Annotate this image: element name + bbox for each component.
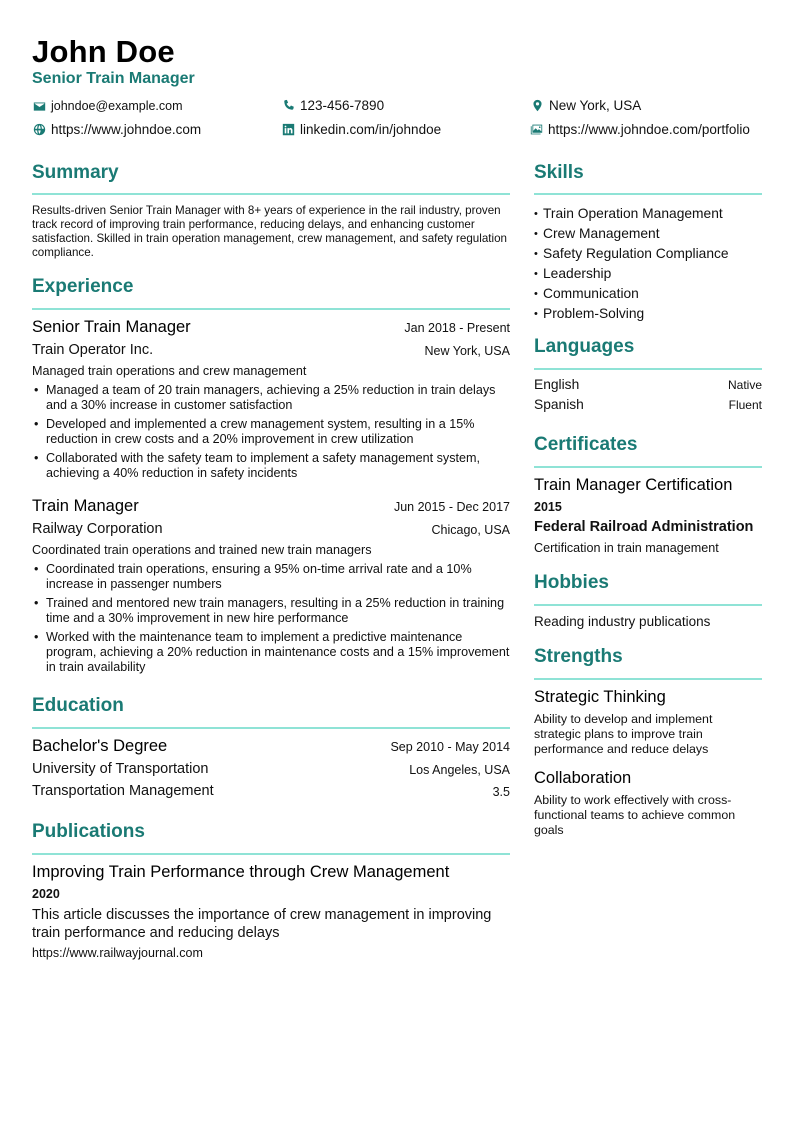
hobbies-heading: Hobbies	[534, 572, 609, 593]
job-location: Chicago, USA	[431, 523, 510, 537]
job-description: Managed train operations and crew management	[32, 364, 307, 378]
list-item: • Coordinated train operations, ensuring a 95% on-time arrival rate and a 10% increase in passenger numbers	[32, 562, 510, 592]
linkedin-icon	[281, 123, 295, 137]
gpa: 3.5	[492, 785, 510, 799]
job-location: New York, USA	[424, 344, 510, 358]
certificate-title: Train Manager Certification	[534, 476, 733, 494]
summary-divider	[32, 193, 510, 195]
skills-divider	[534, 193, 762, 195]
degree: Bachelor's Degree	[32, 737, 168, 755]
list-item: • Worked with the maintenance team to implement a predictive maintenance program, achieving a 20% reduction in maintenance costs and a 15% improvement in train availability	[32, 630, 510, 675]
strength-title: Strategic Thinking	[534, 688, 666, 706]
hobbies-divider	[534, 604, 762, 606]
contact-portfolio[interactable]	[529, 122, 750, 137]
contact-email[interactable]	[32, 99, 183, 113]
certificate-description: Certification in train management	[534, 541, 719, 555]
list-item: • Communication	[534, 284, 729, 304]
email-text: johndoe@example.com	[51, 99, 183, 113]
linkedin-link: linkedin.com/in/johndoe	[300, 122, 442, 137]
list-item: • Crew Management	[534, 224, 729, 244]
publication-title: Improving Train Performance through Crew Management	[32, 863, 450, 881]
candidate-title: Senior Train Manager	[32, 70, 195, 87]
list-item: • Safety Regulation Compliance	[534, 244, 729, 264]
experience-heading: Experience	[32, 276, 134, 297]
publications-divider	[32, 853, 510, 855]
list-item: • Leadership	[534, 264, 729, 284]
strength-description: Ability to develop and implement strategic plans to improve train performance and reduce delays	[534, 712, 713, 756]
publication-link[interactable]: https://www.railwayjournal.com	[32, 946, 203, 960]
job-company: Train Operator Inc.	[32, 342, 154, 358]
summary-heading: Summary	[32, 162, 119, 183]
language-name: Spanish	[534, 397, 584, 412]
envelope-icon	[32, 99, 46, 113]
publications-heading: Publications	[32, 821, 145, 842]
languages-heading: Languages	[534, 336, 635, 357]
job-description: Coordinated train operations and trained new train managers	[32, 543, 372, 557]
language-row	[534, 397, 762, 412]
skills-heading: Skills	[534, 162, 584, 183]
list-item: • Trained and mentored new train managers, resulting in a 25% reduction in training time and a 30% improvement in new hire performance	[32, 596, 510, 626]
job-title: Train Manager	[32, 497, 139, 515]
certificates-heading: Certificates	[534, 434, 638, 455]
job-title: Senior Train Manager	[32, 318, 191, 336]
publication-year: 2020	[32, 887, 60, 901]
certificate-issuer: Federal Railroad Administration	[534, 519, 754, 535]
field-of-study: Transportation Management	[32, 783, 214, 799]
language-level: Fluent	[728, 398, 762, 412]
contact-linkedin[interactable]	[281, 122, 441, 137]
education-divider	[32, 727, 510, 729]
website-link: https://www.johndoe.com	[51, 122, 202, 137]
summary-text: Results-driven Senior Train Manager with 8+ years of experience in the rail industry, proven track record of improving train performance, reducing delays, and enhancing customer satisfaction. Skilled in train operation management, crew management, and safety regulation compliance.	[32, 204, 507, 259]
portfolio-link: https://www.johndoe.com/portfolio	[548, 122, 750, 137]
candidate-name: John Doe	[32, 34, 175, 69]
language-name: English	[534, 377, 580, 392]
list-item: • Collaborated with the safety team to implement a safety management system, achieving a 40% reduction in safety incidents	[32, 451, 510, 481]
globe-icon	[32, 123, 46, 137]
certificates-divider	[534, 466, 762, 468]
hobby-item: Reading industry publications	[534, 614, 711, 629]
image-icon	[529, 123, 543, 137]
strengths-heading: Strengths	[534, 646, 623, 667]
education-heading: Education	[32, 695, 124, 716]
education-date: Sep 2010 - May 2014	[390, 740, 510, 754]
language-row	[534, 377, 762, 392]
languages-divider	[534, 368, 762, 370]
school: University of Transportation	[32, 761, 209, 777]
map-pin-icon	[530, 99, 544, 113]
job-bullets	[32, 562, 510, 679]
list-item: • Managed a team of 20 train managers, achieving a 25% reduction in train delays and a 30% increase in customer satisfaction	[32, 383, 510, 413]
strength-description: Ability to work effectively with cross-functional teams to achieve common goals	[534, 793, 736, 837]
job-date: Jun 2015 - Dec 2017	[393, 500, 510, 514]
skills-list	[534, 204, 729, 324]
contact-location	[530, 98, 641, 113]
contact-phone[interactable]	[281, 98, 384, 113]
publication-description: This article discusses the importance of crew management in improving train performance and reducing delays	[32, 907, 492, 941]
school-location: Los Angeles, USA	[409, 763, 510, 777]
strength-title: Collaboration	[534, 769, 632, 787]
language-level: Native	[727, 378, 762, 392]
strengths-divider	[534, 678, 762, 680]
experience-divider	[32, 308, 510, 310]
phone-icon	[281, 99, 295, 113]
list-item: • Problem-Solving	[534, 304, 729, 324]
job-company: Railway Corporation	[32, 521, 163, 537]
location-text: New York, USA	[549, 98, 642, 113]
phone-text: 123-456-7890	[300, 98, 385, 113]
certificate-year: 2015	[534, 500, 562, 514]
job-bullets	[32, 383, 510, 485]
contact-website[interactable]	[32, 122, 201, 137]
job-date: Jan 2018 - Present	[404, 321, 510, 335]
list-item: • Developed and implemented a crew management system, resulting in a 15% reduction in crew costs and a 20% improvement in crew utilization	[32, 417, 510, 447]
list-item: • Train Operation Management	[534, 204, 729, 224]
